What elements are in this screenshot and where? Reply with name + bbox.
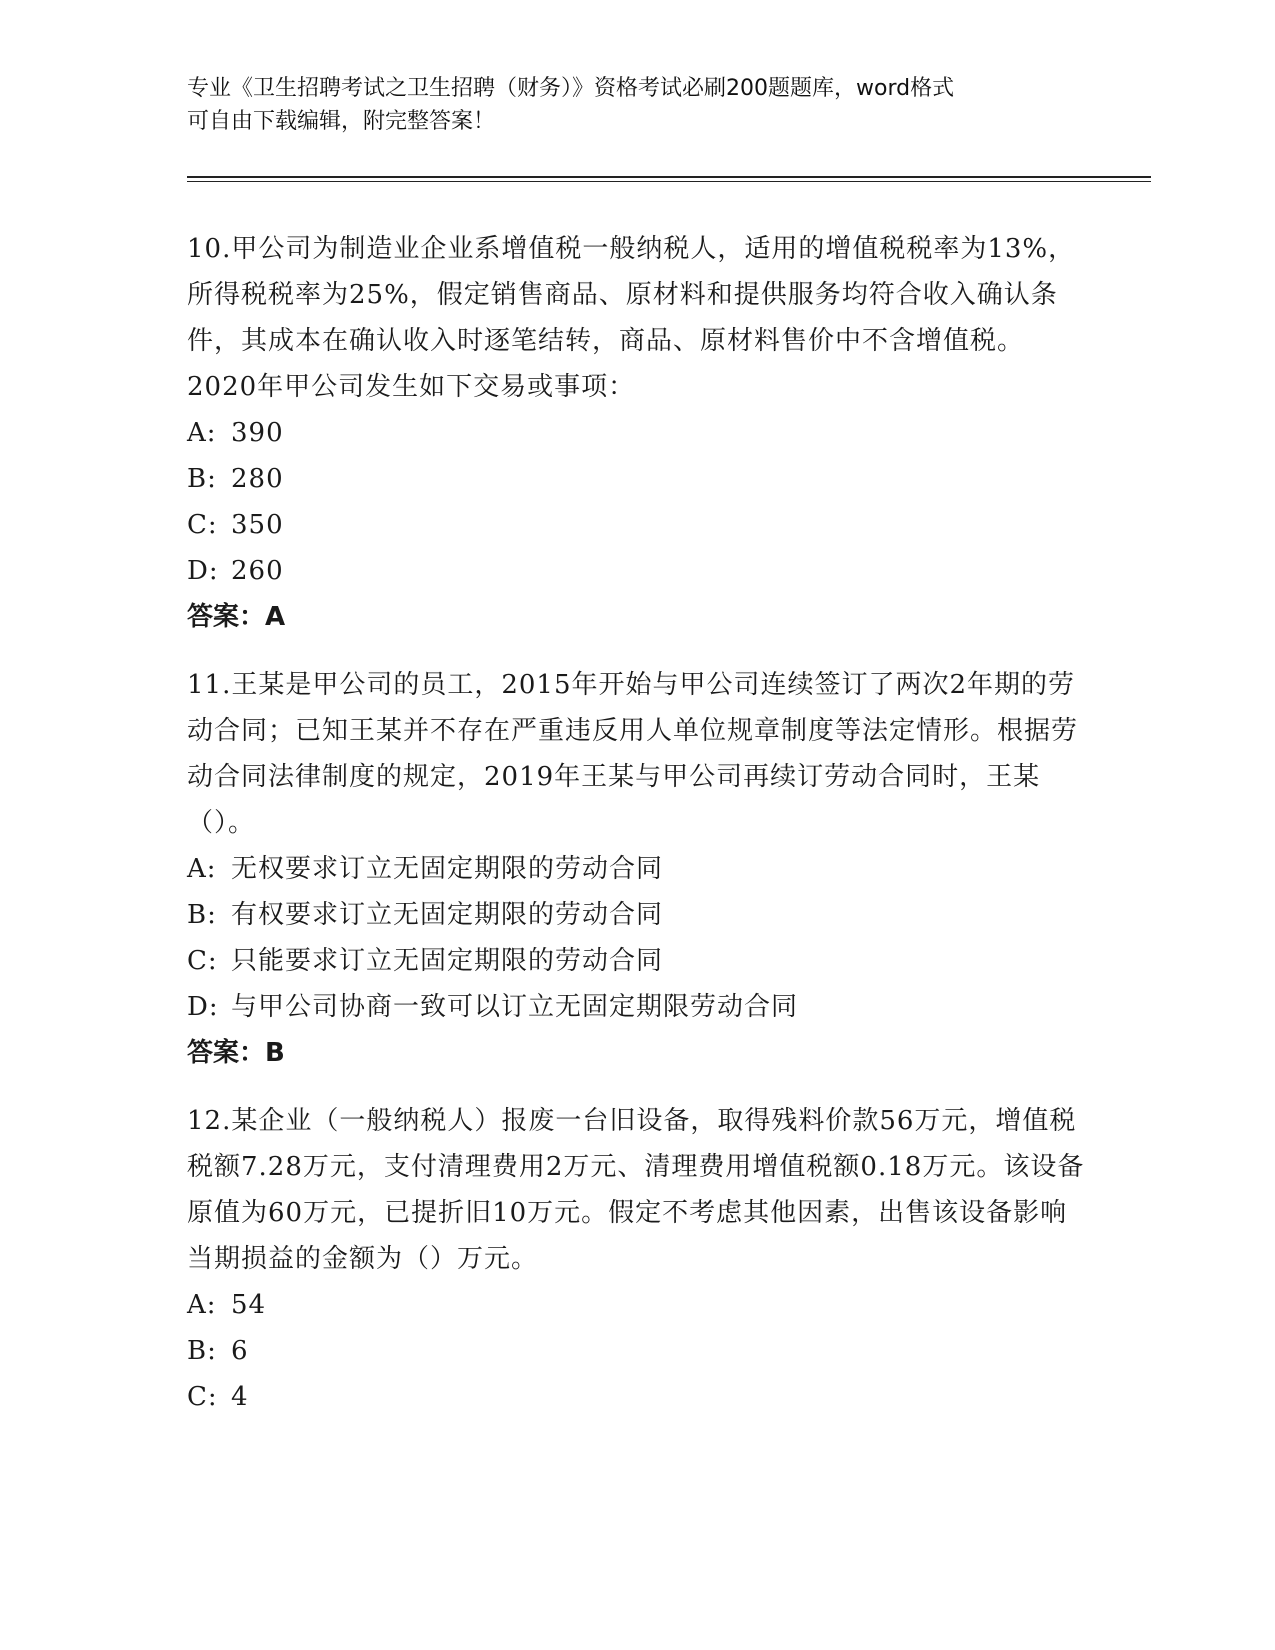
option-a [187,846,1087,892]
answer: 答案：A [187,602,286,632]
option-a [187,410,1087,456]
document-header [187,72,1087,138]
question-12 [187,1098,1087,1420]
option-a [187,1282,1087,1328]
option-label: A: [187,1290,217,1320]
option-text: 54 [231,1290,267,1320]
option-label: A: [187,418,217,448]
option-d [187,548,1087,594]
option-label: B: [187,1336,217,1366]
option-label: D: [187,556,219,586]
answer: 答案：B [187,1038,285,1068]
option-label: B: [187,900,217,930]
option-label: C: [187,510,218,540]
header-line-2: 可自由下载编辑，附完整答案！ [187,109,496,134]
option-label: C: [187,1382,218,1412]
option-text: 260 [231,556,284,586]
option-d [187,984,1087,1030]
option-text: 6 [231,1336,249,1366]
option-label: B: [187,464,217,494]
option-label: C: [187,946,218,976]
option-label: D: [187,992,219,1022]
option-text: 与甲公司协商一致可以订立无固定期限劳动合同 [231,992,799,1022]
option-text: 有权要求订立无固定期限的劳动合同 [231,900,664,930]
option-text: 无权要求订立无固定期限的劳动合同 [231,854,664,884]
question-10 [187,226,1087,640]
option-text: 4 [231,1382,249,1412]
option-c [187,1374,1087,1420]
question-11 [187,662,1087,1076]
option-b [187,456,1087,502]
option-c [187,938,1087,984]
option-b [187,892,1087,938]
option-c [187,502,1087,548]
option-label: A: [187,854,217,884]
option-text: 390 [231,418,284,448]
option-text: 只能要求订立无固定期限的劳动合同 [231,946,664,976]
header-divider [187,176,1151,182]
question-stem: 10.甲公司为制造业企业系增值税一般纳税人，适用的增值税税率为13%，所得税税率为25%，假定销售商品、原材料和提供服务均符合收入确认条件，其成本在确认收入时逐笔结转，商品、原材料售价中不含增值税。2020年甲公司发生如下交易或事项： [187,234,1076,402]
option-b [187,1328,1087,1374]
option-text: 280 [231,464,284,494]
header-line-1: 专业《卫生招聘考试之卫生招聘（财务）》资格考试必刷200题题库，word格式 [187,76,955,101]
question-stem: 12.某企业（一般纳税人）报废一台旧设备，取得残料价款56万元，增值税税额7.28万元，支付清理费用2万元、清理费用增值税额0.18万元。该设备原值为60万元，已提折旧10万元。假定不考虑其他因素，出售该设备影响当期损益的金额为（）万元。 [187,1106,1085,1274]
question-stem: 11.王某是甲公司的员工，2015年开始与甲公司连续签订了两次2年期的劳动合同；已知王某并不存在严重违反用人单位规章制度等法定情形。根据劳动合同法律制度的规定，2019年王某与甲公司再续订劳动合同时，王某（）。 [187,670,1079,838]
option-text: 350 [231,510,284,540]
